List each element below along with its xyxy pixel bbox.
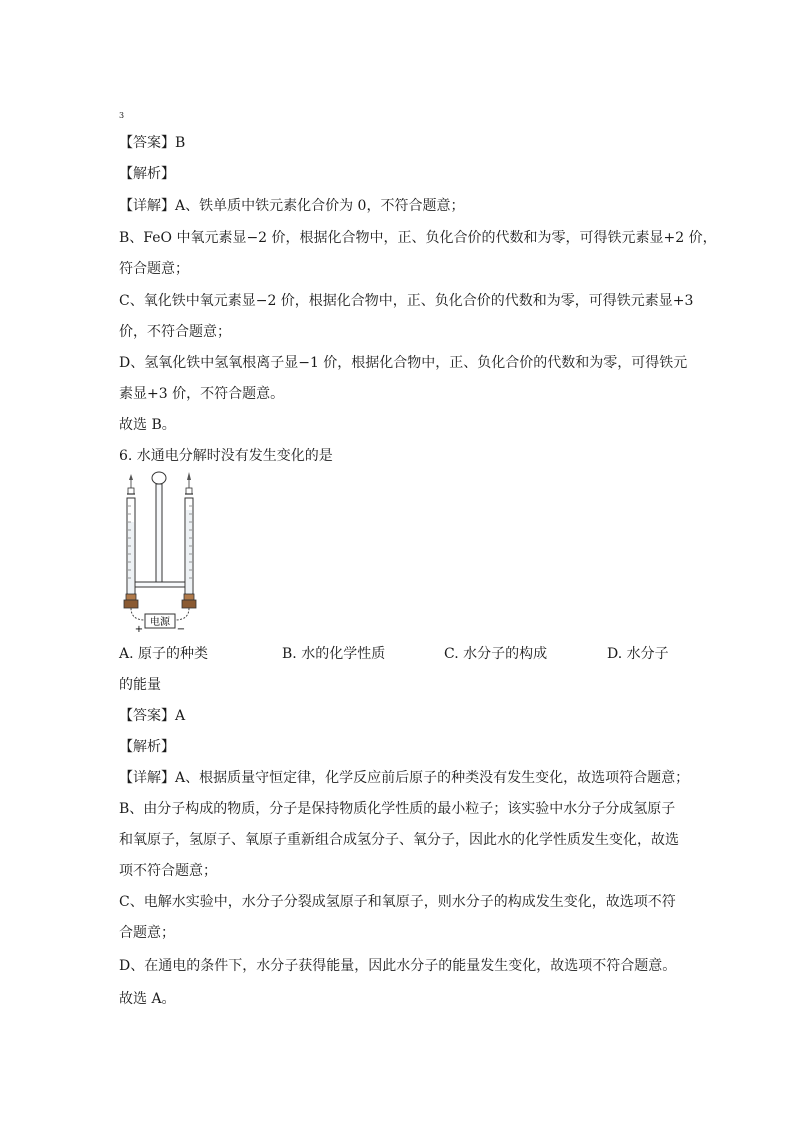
positive-terminal-label: + [134,624,144,635]
q6-option-a: A. 原子的种类 [119,646,209,662]
q6-detail-line: 合题意； [119,925,175,941]
q6-option-b: B. 水的化学性质 [282,646,386,662]
q5-answer: 【答案】B [119,135,186,151]
q6-answer: 【答案】A [119,708,186,724]
q5-detail-line: D、氢氧化铁中氢氧根离子显−1 价，根据化合物中，正、负化合价的代数和为零，可得铁元 [119,355,688,371]
q5-detail-line: 符合题意； [119,261,189,277]
q5-conclusion: 故选 B。 [119,417,176,433]
q5-detail-line: C、氧化铁中氧元素显−2 价，根据化合物中，正、负化合价的代数和为零，可得铁元素显+3 [119,293,694,309]
q6-option-d-continued: 的能量 [119,677,161,693]
q6-detail-line: 【详解】A、根据质量守恒定律，化学反应前后原子的种类没有发生变化，故选项符合题意； [119,770,690,786]
power-supply-label: 电源 [150,617,170,628]
q6-option-d: D. 水分子 [607,646,669,662]
q5-detail-line: 【详解】A、铁单质中铁元素化合价为 0，不符合题意； [119,198,465,214]
q6-detail-line: D、在通电的条件下，水分子获得能量，因此水分子的能量发生变化，故选项不符合题意。 [119,958,677,974]
q6-conclusion: 故选 A。 [119,991,176,1007]
q5-detail-line: 价，不符合题意； [119,324,231,340]
q5-detail-line: 素显+3 价，不符合题意。 [119,386,285,402]
negative-terminal-label: − [176,624,186,635]
page-mark: 3 [119,111,125,120]
q6-option-c: C. 水分子的构成 [444,646,548,662]
q5-detail-line: B、FeO 中氧元素显−2 价，根据化合物中，正、负化合价的代数和为零，可得铁元素显+2 价， [119,230,717,246]
q6-analysis-heading: 【解析】 [119,739,175,755]
q6-stem: 6. 水通电分解时没有发生变化的是 [119,448,333,464]
q6-detail-line: C、电解水实验中，水分子分裂成氢原子和氧原子，则水分子的构成发生变化，故选项不符 [119,894,676,910]
q6-detail-line: 项不符合题意； [119,863,217,879]
q6-detail-line: B、由分子构成的物质，分子是保持物质化学性质的最小粒子；该实验中水分子分成氢原子 [119,801,676,817]
q6-detail-line: 和氧原子，氢原子、氧原子重新组合成氢分子、氧分子，因此水的化学性质发生变化，故选 [119,832,679,848]
electrolysis-apparatus-figure [119,470,209,635]
q5-analysis-heading: 【解析】 [119,166,175,182]
